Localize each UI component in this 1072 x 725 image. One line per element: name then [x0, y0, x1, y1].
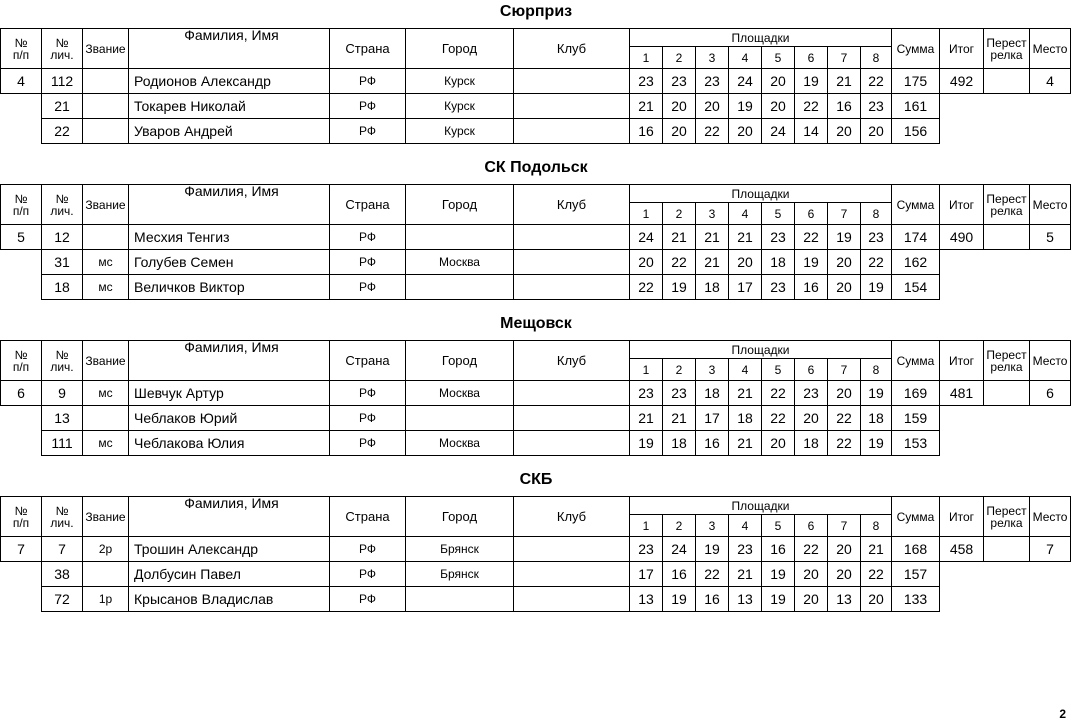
rank: мс: [82, 430, 129, 456]
header-city: Город: [405, 496, 514, 537]
team-number: 7: [0, 536, 42, 562]
club: [513, 274, 630, 300]
area-score: 23: [662, 68, 696, 94]
area-score: 23: [860, 224, 892, 250]
area-score: 23: [695, 68, 729, 94]
header-pp: № п/п: [0, 184, 42, 225]
area-score: 23: [761, 224, 795, 250]
area-score: 19: [860, 380, 892, 406]
header-club: Клуб: [513, 496, 630, 537]
header-area-4: 4: [728, 46, 762, 69]
player-sum: 154: [891, 274, 940, 300]
header-area-1: 1: [629, 202, 663, 225]
header-area-1: 1: [629, 514, 663, 537]
license-number: 18: [41, 274, 83, 300]
header-rank: Звание: [82, 184, 129, 225]
country: РФ: [329, 249, 406, 275]
city: Москва: [405, 430, 514, 456]
player-sum: 159: [891, 405, 940, 431]
player-sum: 162: [891, 249, 940, 275]
area-score: 19: [794, 249, 828, 275]
player-name: Чеблаков Юрий: [128, 405, 330, 431]
rank: мс: [82, 249, 129, 275]
area-score: 21: [629, 405, 663, 431]
header-area-2: 2: [662, 358, 696, 381]
area-score: 22: [794, 224, 828, 250]
country: РФ: [329, 118, 406, 144]
header-area-8: 8: [860, 358, 892, 381]
area-score: 17: [728, 274, 762, 300]
team-total: 481: [939, 380, 984, 406]
player-sum: 175: [891, 68, 940, 94]
header-lic: № лич.: [41, 28, 83, 69]
city: Курск: [405, 68, 514, 94]
header-area-3: 3: [695, 202, 729, 225]
player-name: Голубев Семен: [128, 249, 330, 275]
header-name: Фамилия, Имя: [128, 340, 330, 381]
area-score: 13: [629, 586, 663, 612]
area-score: 23: [860, 93, 892, 119]
header-sum: Сумма: [891, 28, 940, 69]
area-score: 22: [860, 249, 892, 275]
area-score: 23: [761, 274, 795, 300]
area-score: 20: [728, 118, 762, 144]
area-score: 13: [827, 586, 861, 612]
area-score: 16: [695, 430, 729, 456]
area-score: 23: [629, 536, 663, 562]
area-score: 21: [827, 68, 861, 94]
city: [405, 274, 514, 300]
header-pp: № п/п: [0, 340, 42, 381]
area-score: 22: [860, 68, 892, 94]
area-score: 16: [695, 586, 729, 612]
header-name: Фамилия, Имя: [128, 28, 330, 69]
license-number: 13: [41, 405, 83, 431]
license-number: 21: [41, 93, 83, 119]
area-score: 20: [761, 68, 795, 94]
header-place: Место: [1029, 28, 1071, 69]
area-score: 20: [794, 586, 828, 612]
player-sum: 168: [891, 536, 940, 562]
team-title: СК Подольск: [484, 159, 588, 176]
license-number: 7: [41, 536, 83, 562]
header-lic: № лич.: [41, 184, 83, 225]
area-score: 20: [827, 536, 861, 562]
team-number: 4: [0, 68, 42, 94]
rank: [82, 68, 129, 94]
header-area-3: 3: [695, 514, 729, 537]
area-score: 20: [827, 561, 861, 587]
player-name: Родионов Александр: [128, 68, 330, 94]
area-score: 21: [728, 380, 762, 406]
area-score: 21: [629, 93, 663, 119]
header-rank: Звание: [82, 496, 129, 537]
area-score: 20: [728, 249, 762, 275]
team-place: 4: [1029, 68, 1071, 94]
header-country: Страна: [329, 340, 406, 381]
city: Москва: [405, 380, 514, 406]
header-shootoff: Перест релка: [983, 496, 1030, 537]
area-score: 19: [794, 68, 828, 94]
shootoff: [983, 536, 1030, 562]
license-number: 38: [41, 561, 83, 587]
area-score: 21: [662, 405, 696, 431]
area-score: 19: [860, 430, 892, 456]
area-score: 23: [629, 68, 663, 94]
team-total: 458: [939, 536, 984, 562]
header-area-7: 7: [827, 46, 861, 69]
city: Курск: [405, 93, 514, 119]
city: [405, 586, 514, 612]
club: [513, 586, 630, 612]
country: РФ: [329, 274, 406, 300]
header-pp: № п/п: [0, 28, 42, 69]
rank: мс: [82, 380, 129, 406]
header-area-8: 8: [860, 202, 892, 225]
header-shootoff: Перест релка: [983, 184, 1030, 225]
area-score: 14: [794, 118, 828, 144]
player-sum: 161: [891, 93, 940, 119]
header-area-1: 1: [629, 46, 663, 69]
shootoff: [983, 68, 1030, 94]
area-score: 16: [794, 274, 828, 300]
city: Курск: [405, 118, 514, 144]
area-score: 21: [695, 249, 729, 275]
rank: [82, 224, 129, 250]
club: [513, 561, 630, 587]
area-score: 22: [761, 405, 795, 431]
area-score: 21: [860, 536, 892, 562]
header-areas: Площадки: [629, 496, 892, 515]
header-total: Итог: [939, 496, 984, 537]
area-score: 16: [761, 536, 795, 562]
header-shootoff: Перест релка: [983, 28, 1030, 69]
country: РФ: [329, 93, 406, 119]
city: [405, 405, 514, 431]
rank: 2р: [82, 536, 129, 562]
header-country: Страна: [329, 496, 406, 537]
area-score: 17: [695, 405, 729, 431]
header-club: Клуб: [513, 340, 630, 381]
area-score: 13: [728, 586, 762, 612]
area-score: 16: [629, 118, 663, 144]
player-sum: 169: [891, 380, 940, 406]
country: РФ: [329, 586, 406, 612]
header-areas: Площадки: [629, 184, 892, 203]
header-name: Фамилия, Имя: [128, 184, 330, 225]
page-number: 2: [1059, 707, 1066, 721]
club: [513, 249, 630, 275]
city: Брянск: [405, 536, 514, 562]
area-score: 20: [629, 249, 663, 275]
header-area-7: 7: [827, 202, 861, 225]
header-area-6: 6: [794, 514, 828, 537]
header-area-5: 5: [761, 514, 795, 537]
license-number: 112: [41, 68, 83, 94]
header-shootoff: Перест релка: [983, 340, 1030, 381]
player-sum: 133: [891, 586, 940, 612]
header-pp: № п/п: [0, 496, 42, 537]
header-area-6: 6: [794, 358, 828, 381]
area-score: 18: [662, 430, 696, 456]
area-score: 18: [761, 249, 795, 275]
area-score: 22: [662, 249, 696, 275]
area-score: 20: [695, 93, 729, 119]
header-area-8: 8: [860, 514, 892, 537]
header-sum: Сумма: [891, 340, 940, 381]
area-score: 17: [629, 561, 663, 587]
area-score: 18: [728, 405, 762, 431]
header-country: Страна: [329, 184, 406, 225]
player-name: Шевчук Артур: [128, 380, 330, 406]
area-score: 20: [827, 380, 861, 406]
player-name: Крысанов Владислав: [128, 586, 330, 612]
area-score: 23: [794, 380, 828, 406]
area-score: 19: [662, 274, 696, 300]
header-area-4: 4: [728, 202, 762, 225]
area-score: 20: [761, 93, 795, 119]
header-place: Место: [1029, 184, 1071, 225]
team-place: 6: [1029, 380, 1071, 406]
rank: [82, 93, 129, 119]
header-area-2: 2: [662, 202, 696, 225]
area-score: 20: [827, 249, 861, 275]
team-total: 490: [939, 224, 984, 250]
header-lic: № лич.: [41, 496, 83, 537]
area-score: 24: [629, 224, 663, 250]
team-number: 6: [0, 380, 42, 406]
area-score: 23: [662, 380, 696, 406]
club: [513, 405, 630, 431]
area-score: 18: [794, 430, 828, 456]
area-score: 19: [728, 93, 762, 119]
area-score: 19: [695, 536, 729, 562]
city: Москва: [405, 249, 514, 275]
area-score: 20: [860, 118, 892, 144]
rank: [82, 561, 129, 587]
area-score: 21: [728, 561, 762, 587]
area-score: 20: [827, 274, 861, 300]
header-lic: № лич.: [41, 340, 83, 381]
area-score: 18: [695, 380, 729, 406]
header-area-7: 7: [827, 358, 861, 381]
rank: мс: [82, 274, 129, 300]
area-score: 21: [728, 224, 762, 250]
area-score: 16: [662, 561, 696, 587]
player-name: Месхия Тенгиз: [128, 224, 330, 250]
area-score: 22: [794, 536, 828, 562]
player-name: Величков Виктор: [128, 274, 330, 300]
shootoff: [983, 380, 1030, 406]
header-name: Фамилия, Имя: [128, 496, 330, 537]
player-name: Чеблакова Юлия: [128, 430, 330, 456]
area-score: 16: [827, 93, 861, 119]
header-areas: Площадки: [629, 28, 892, 47]
header-area-2: 2: [662, 46, 696, 69]
header-club: Клуб: [513, 184, 630, 225]
header-area-5: 5: [761, 358, 795, 381]
header-sum: Сумма: [891, 496, 940, 537]
area-score: 20: [860, 586, 892, 612]
header-country: Страна: [329, 28, 406, 69]
header-area-6: 6: [794, 46, 828, 69]
area-score: 22: [794, 93, 828, 119]
area-score: 19: [662, 586, 696, 612]
header-area-4: 4: [728, 358, 762, 381]
license-number: 12: [41, 224, 83, 250]
rank: [82, 405, 129, 431]
player-sum: 153: [891, 430, 940, 456]
country: РФ: [329, 430, 406, 456]
license-number: 111: [41, 430, 83, 456]
rank: 1р: [82, 586, 129, 612]
player-sum: 157: [891, 561, 940, 587]
area-score: 22: [860, 561, 892, 587]
club: [513, 380, 630, 406]
club: [513, 68, 630, 94]
area-score: 20: [794, 405, 828, 431]
country: РФ: [329, 380, 406, 406]
area-score: 21: [695, 224, 729, 250]
team-total: 492: [939, 68, 984, 94]
header-place: Место: [1029, 496, 1071, 537]
player-sum: 174: [891, 224, 940, 250]
area-score: 19: [629, 430, 663, 456]
header-area-5: 5: [761, 46, 795, 69]
header-city: Город: [405, 340, 514, 381]
club: [513, 536, 630, 562]
rank: [82, 118, 129, 144]
area-score: 20: [794, 561, 828, 587]
area-score: 24: [728, 68, 762, 94]
area-score: 20: [827, 118, 861, 144]
country: РФ: [329, 68, 406, 94]
country: РФ: [329, 561, 406, 587]
area-score: 20: [761, 430, 795, 456]
header-club: Клуб: [513, 28, 630, 69]
header-area-6: 6: [794, 202, 828, 225]
header-area-5: 5: [761, 202, 795, 225]
header-area-2: 2: [662, 514, 696, 537]
club: [513, 93, 630, 119]
header-total: Итог: [939, 340, 984, 381]
area-score: 20: [662, 93, 696, 119]
header-sum: Сумма: [891, 184, 940, 225]
header-area-1: 1: [629, 358, 663, 381]
area-score: 22: [629, 274, 663, 300]
team-title: Мещовск: [500, 315, 572, 332]
license-number: 72: [41, 586, 83, 612]
header-area-8: 8: [860, 46, 892, 69]
city: [405, 224, 514, 250]
license-number: 22: [41, 118, 83, 144]
area-score: 22: [761, 380, 795, 406]
area-score: 23: [728, 536, 762, 562]
area-score: 21: [728, 430, 762, 456]
header-area-7: 7: [827, 514, 861, 537]
header-areas: Площадки: [629, 340, 892, 359]
team-title: Сюрприз: [499, 3, 573, 20]
area-score: 21: [662, 224, 696, 250]
header-total: Итог: [939, 184, 984, 225]
header-city: Город: [405, 28, 514, 69]
header-rank: Звание: [82, 340, 129, 381]
club: [513, 118, 630, 144]
area-score: 24: [761, 118, 795, 144]
header-area-3: 3: [695, 46, 729, 69]
player-name: Уваров Андрей: [128, 118, 330, 144]
area-score: 19: [860, 274, 892, 300]
area-score: 22: [695, 118, 729, 144]
area-score: 24: [662, 536, 696, 562]
country: РФ: [329, 224, 406, 250]
team-place: 5: [1029, 224, 1071, 250]
player-name: Токарев Николай: [128, 93, 330, 119]
team-place: 7: [1029, 536, 1071, 562]
license-number: 9: [41, 380, 83, 406]
license-number: 31: [41, 249, 83, 275]
header-total: Итог: [939, 28, 984, 69]
area-score: 22: [827, 405, 861, 431]
header-area-4: 4: [728, 514, 762, 537]
header-area-3: 3: [695, 358, 729, 381]
shootoff: [983, 224, 1030, 250]
header-rank: Звание: [82, 28, 129, 69]
area-score: 23: [629, 380, 663, 406]
area-score: 19: [827, 224, 861, 250]
area-score: 18: [860, 405, 892, 431]
country: РФ: [329, 536, 406, 562]
area-score: 22: [827, 430, 861, 456]
area-score: 19: [761, 586, 795, 612]
player-sum: 156: [891, 118, 940, 144]
club: [513, 224, 630, 250]
city: Брянск: [405, 561, 514, 587]
team-number: 5: [0, 224, 42, 250]
player-name: Трошин Александр: [128, 536, 330, 562]
team-title: СКБ: [519, 471, 553, 488]
header-place: Место: [1029, 340, 1071, 381]
area-score: 20: [662, 118, 696, 144]
player-name: Долбусин Павел: [128, 561, 330, 587]
area-score: 19: [761, 561, 795, 587]
area-score: 22: [695, 561, 729, 587]
club: [513, 430, 630, 456]
country: РФ: [329, 405, 406, 431]
area-score: 18: [695, 274, 729, 300]
header-city: Город: [405, 184, 514, 225]
